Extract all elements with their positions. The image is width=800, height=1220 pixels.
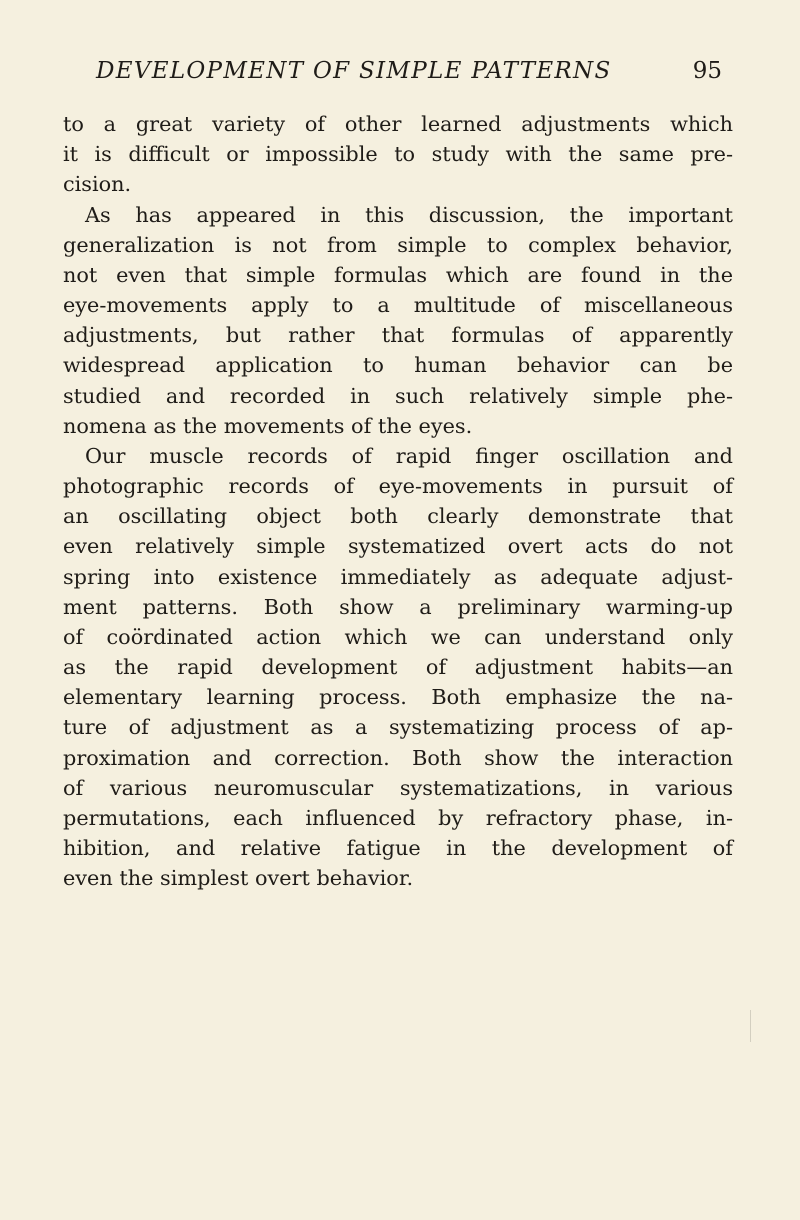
text-line: photographic records of eye-movements in pursuit of xyxy=(63,474,733,499)
text-line: ment patterns. Both show a preliminary warming-up xyxy=(63,594,733,619)
text-line: an oscillating object both clearly demonstrate that xyxy=(63,504,733,529)
paragraph-first-line: As has appeared in this discussion, the important xyxy=(85,202,733,227)
body-text xyxy=(63,109,733,893)
text-line: even the simplest overt behavior. xyxy=(63,866,414,891)
text-line: even relatively simple systematized overt acts do not xyxy=(63,534,733,559)
page-scan-mark xyxy=(750,1010,751,1042)
text-line: proximation and correction. Both show the interaction xyxy=(63,745,733,770)
text-line: elementary learning process. Both emphasize the na- xyxy=(63,685,733,710)
text-line: not even that simple formulas which are found in the xyxy=(63,262,733,287)
text-line: as the rapid development of adjustment habits—an xyxy=(63,655,733,680)
running-head xyxy=(96,60,728,100)
text-line: it is difficult or impossible to study with the same pre- xyxy=(63,142,733,167)
text-line: permutations, each influenced by refractory phase, in- xyxy=(63,805,733,830)
text-line: studied and recorded in such relatively simple phe- xyxy=(63,383,733,408)
running-title: DEVELOPMENT OF SIMPLE PATTERNS xyxy=(96,58,612,84)
text-line: of coördinated action which we can understand only xyxy=(63,624,733,649)
text-line: adjustments, but rather that formulas of apparently xyxy=(63,323,733,348)
text-line: eye-movements apply to a multitude of miscellaneous xyxy=(63,293,733,318)
text-line: generalization is not from simple to complex behavior, xyxy=(63,232,733,257)
paragraph-first-line: Our muscle records of rapid finger oscillation and xyxy=(85,443,733,468)
text-line: spring into existence immediately as adequate adjust- xyxy=(63,564,733,589)
text-line: cision. xyxy=(63,172,132,197)
text-line: of various neuromuscular systematizations, in various xyxy=(63,775,733,800)
text-line: ture of adjustment as a systematizing process of ap- xyxy=(63,715,733,740)
page-number: 95 xyxy=(692,58,722,84)
text-line: widespread application to human behavior can be xyxy=(63,353,733,378)
text-line: hibition, and relative fatigue in the development of xyxy=(63,836,733,861)
text-line: to a great variety of other learned adjustments which xyxy=(63,112,733,136)
text-line: nomena as the movements of the eyes. xyxy=(63,413,473,438)
